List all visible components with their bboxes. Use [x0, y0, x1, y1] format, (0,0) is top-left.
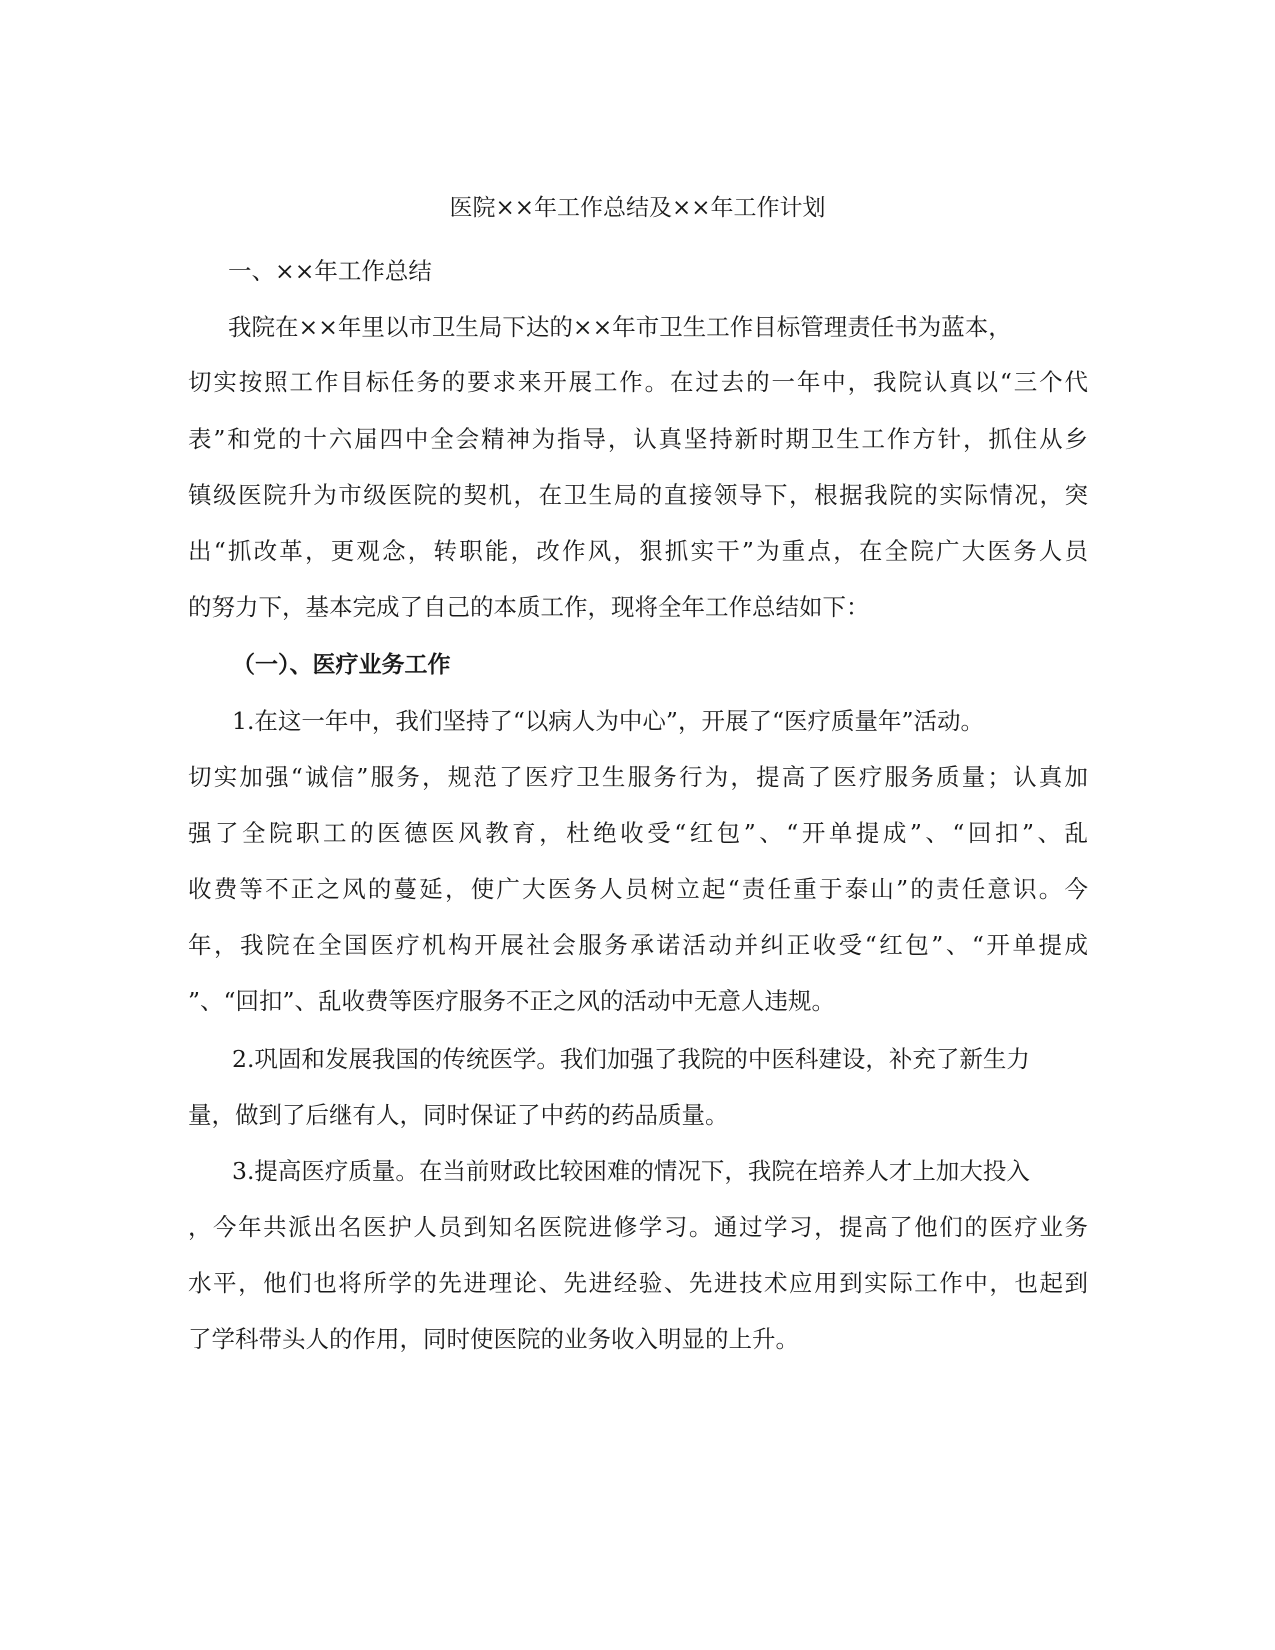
paragraph-line: 切实加强“诚信”服务，规范了医疗卫生服务行为，提高了医疗服务质量；认真加 — [188, 763, 1088, 791]
paragraph-line: 出“抓改革，更观念，转职能，改作风，狠抓实干”为重点，在全院广大医务人员 — [188, 537, 1088, 565]
paragraph-line: 水平，他们也将所学的先进理论、先进经验、先进技术应用到实际工作中，也起到 — [188, 1269, 1088, 1297]
paragraph-line: ”、“回扣”、乱收费等医疗服务不正之风的活动中无意人违规。 — [188, 987, 836, 1015]
document-title: 医院××年工作总结及××年工作计划 — [449, 195, 826, 221]
paragraph-line: 3.提高医疗质量。在当前财政比较困难的情况下，我院在培养人才上加大投入 — [232, 1157, 1030, 1185]
section-heading: 一、××年工作总结 — [228, 257, 432, 285]
paragraph-line: 表”和党的十六届四中全会精神为指导，认真坚持新时期卫生工作方针，抓住从乡 — [188, 425, 1088, 453]
paragraph-line: 切实按照工作目标任务的要求来开展工作。在过去的一年中，我院认真以“三个代 — [188, 368, 1088, 396]
paragraph-line: 收费等不正之风的蔓延，使广大医务人员树立起“责任重于泰山”的责任意识。今 — [188, 875, 1088, 903]
paragraph-line: 镇级医院升为市级医院的契机，在卫生局的直接领导下，根据我院的实际情况，突 — [188, 481, 1088, 509]
paragraph-line: 年，我院在全国医疗机构开展社会服务承诺活动并纠正收受“红包”、“开单提成 — [188, 931, 1088, 959]
paragraph-line: 的努力下，基本完成了自己的本质工作，现将全年工作总结如下： — [188, 593, 870, 621]
subsection-heading: （一）、医疗业务工作 — [232, 652, 451, 678]
paragraph-line: 1.在这一年中，我们坚持了“以病人为中心”，开展了“医疗质量年”活动。 — [232, 707, 984, 735]
paragraph-line: 了学科带头人的作用，同时使医院的业务收入明显的上升。 — [188, 1325, 799, 1353]
paragraph-line: 强了全院职工的医德医风教育，杜绝收受“红包”、“开单提成”、“回扣”、乱 — [188, 819, 1088, 847]
paragraph-line: ，今年共派出名医护人员到知名医院进修学习。通过学习，提高了他们的医疗业务 — [188, 1213, 1088, 1241]
paragraph-line: 我院在××年里以市卫生局下达的××年市卫生工作目标管理责任书为蓝本， — [228, 313, 1012, 341]
paragraph-line: 量，做到了后继有人，同时保证了中药的药品质量。 — [188, 1101, 729, 1129]
paragraph-line: 2.巩固和发展我国的传统医学。我们加强了我院的中医科建设，补充了新生力 — [232, 1045, 1030, 1073]
